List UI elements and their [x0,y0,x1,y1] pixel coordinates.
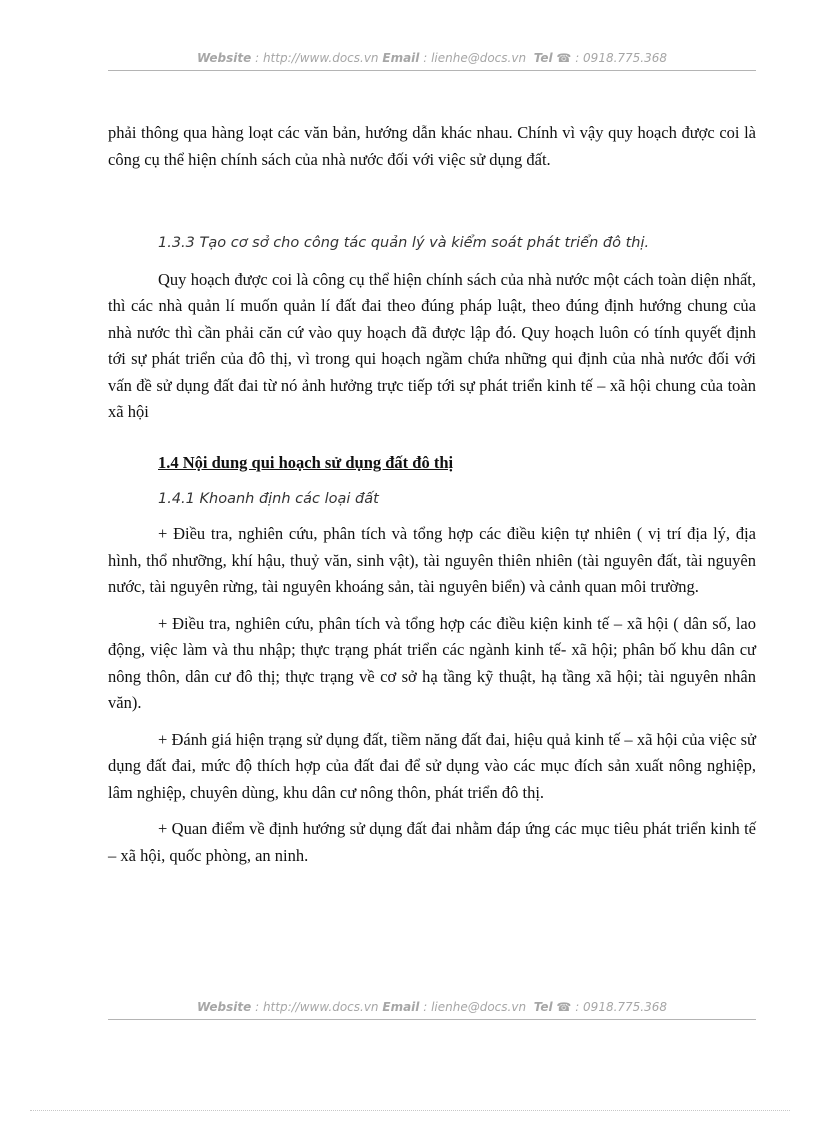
intro-paragraph: phải thông qua hàng loạt các văn bản, hướng dẫn khác nhau. Chính vì vậy quy hoạch được coi là công cụ thể hiện chính sách của nhà nước đối với việc sử dụng đất. [108,123,756,169]
subheading-1-3-3: 1.3.3 Tạo cơ sở cho công tác quản lý và kiểm soát phát triển đô thị. [158,235,650,251]
footer-website-sep: : [251,1000,263,1014]
header-email-label: Email [382,51,420,65]
header-email-sep: : [419,51,432,65]
page-footer [108,1000,756,1014]
intro-paragraph-block [108,120,756,173]
footer-website-label: Website [196,1000,252,1014]
list-item: + Điều tra, nghiên cứu, phân tích và tổng hợp các điều kiện kinh tế – xã hội ( dân số, lao động, việc làm và thu nhập; thực trạng phát triển các ngành kinh tế- xã hội; phân bố khu dân cư nông thôn, dân cư đô thị; thực trạng về cơ sở hạ tầng kỹ thuật, hạ tầng xã hội; tài nguyên nhân văn). [108,613,756,712]
list-item: + Điều tra, nghiên cứu, phân tích và tổng hợp các điều kiện tự nhiên ( vị trí địa lý, địa hình, thổ nhưỡng, khí hậu, thuỷ văn, sinh vật), tài nguyên thiên nhiên (tài nguyên đất, tài nguyên nước, tài nguyên rừng, tài nguyên khoáng sản, tài nguyên biển) và cảnh quan môi trường. [108,524,756,596]
phone-icon: ☎ [556,51,572,65]
phone-icon: ☎ [556,1000,572,1014]
section-14 [108,450,756,869]
paragraph-1-3-3: Quy hoạch được coi là công cụ thể hiện chính sách của nhà nước một cách toàn diện nhất, thì các nhà quản lí muốn quản lí đất đai theo đúng pháp luật, theo đúng định hướng chung của nhà nước thì cần phải căn cứ vào quy hoạch đã được lập đó. Quy hoạch luôn có tính quyết định tới sự phát triển của đô thị, vì trong qui hoạch ngầm chứa những qui định của nhà nước đối với vấn đề sử dụng đất đai từ nó ảnh hưởng trực tiếp tới sự phát triển kinh tế – xã hội chung của toàn xã hội [108,269,756,421]
header-divider [108,70,756,71]
heading-1-4: 1.4 Nội dung qui hoạch sử dụng đất đô thị [158,453,454,472]
subheading-1-4-1: 1.4.1 Khoanh định các loại đất [158,490,379,507]
section-133 [108,230,756,426]
footer-email-label: Email [382,1000,420,1014]
list-item: + Quan điểm về định hướng sử dụng đất đai nhằm đáp ứng các mục tiêu phát triển kinh tế – xã hội, quốc phòng, an ninh. [108,819,756,865]
heading-1-4-wrap [108,450,756,477]
footer-tel-value: : 0918.775.368 [571,1000,668,1014]
header-website-url[interactable]: http://www.docs.vn [262,51,379,65]
header-tel-label: Tel [533,51,553,65]
header-email-value[interactable]: lienhe@docs.vn [431,51,527,65]
list-item: + Đánh giá hiện trạng sử dụng đất, tiềm năng đất đai, hiệu quả kinh tế – xã hội của việc sử dụng đất đai, mức độ thích hợp của đất đai để sử dụng vào các mục đích sản xuất nông nghiệp, lâm nghiệp, chuyên dùng, khu dân cư nông thôn, phát triển đô thị. [108,729,756,802]
header-website-label: Website [196,51,252,65]
footer-email-sep: : [419,1000,432,1014]
footer-tel-label: Tel [533,1000,553,1014]
header-website-sep: : [251,51,263,65]
page-bottom-dotted-line [30,1110,790,1111]
header-tel-value: : 0918.775.368 [571,51,668,65]
page-header [108,51,756,65]
footer-website-url[interactable]: http://www.docs.vn [262,1000,379,1014]
footer-divider [108,1019,756,1020]
footer-email-value[interactable]: lienhe@docs.vn [431,1000,527,1014]
